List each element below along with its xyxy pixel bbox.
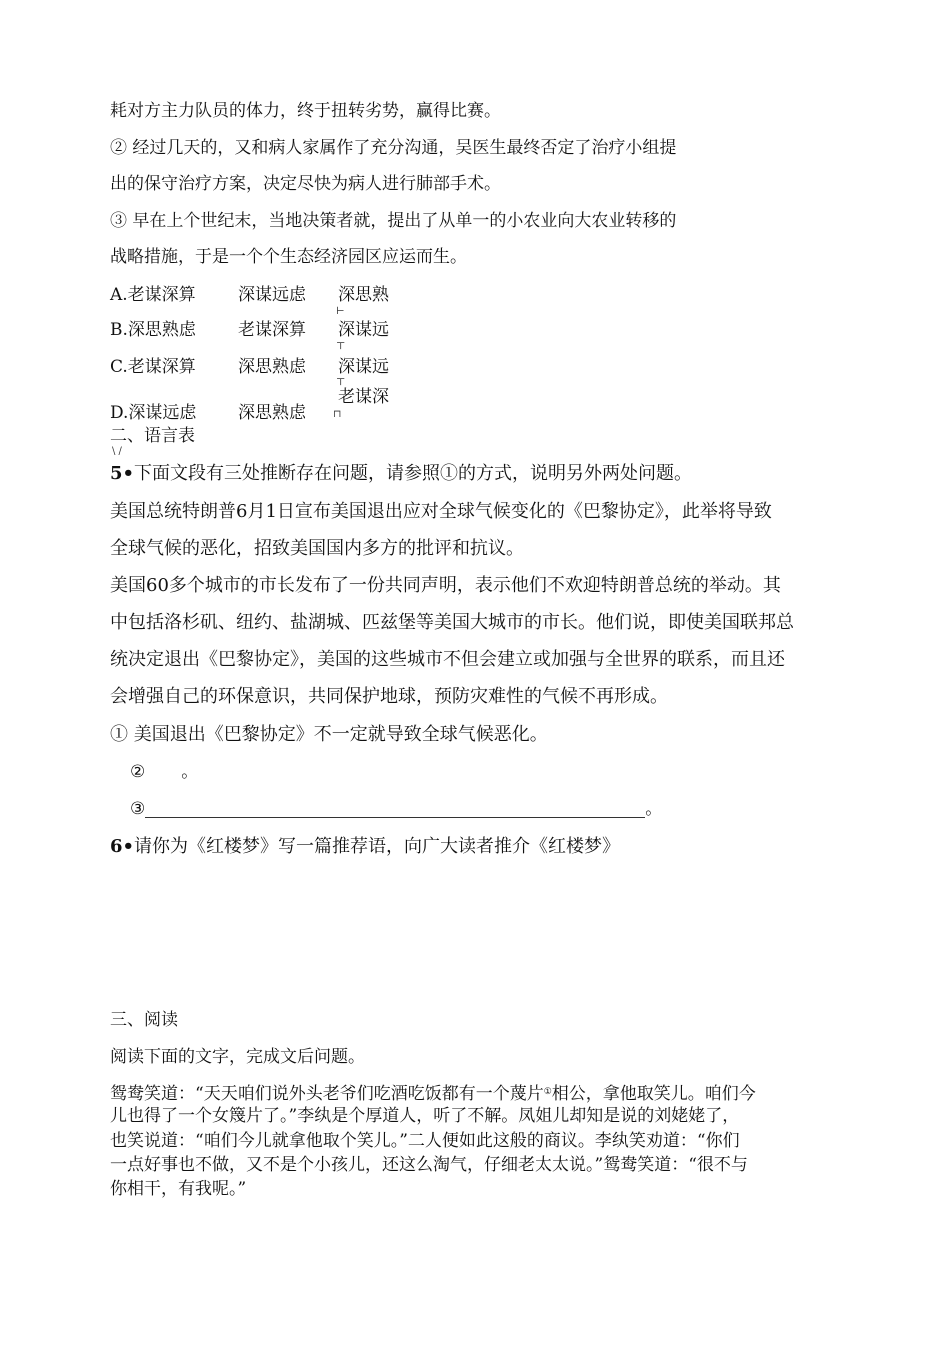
option-b-col3: 深谋远 bbox=[338, 320, 389, 340]
reading-line3: 也笑说道：“咱们今儿就拿他取个笑儿。”二人便如此这般的商议。李纨笑劝道：“你们 bbox=[110, 1131, 740, 1151]
option-d-col1: D.深谋远虑 bbox=[110, 403, 197, 423]
q4-sentence3-line1: ③ 早在上个世纪末，当地决策者就，提出了从单一的小农业向大农业转移的 bbox=[110, 211, 677, 231]
q4-line1: 耗对方主力队员的体力，终于扭转劣势，赢得比赛。 bbox=[110, 101, 501, 121]
q5-para2-line1: 美国60多个城市的市长发布了一份共同声明，表示他们不欢迎特朗普总统的举动。其 bbox=[110, 575, 781, 596]
q5-para2-line3: 统决定退出《巴黎协定》，美国的这些城市不但会建立或加强与全世界的联系，而且还 bbox=[110, 649, 785, 670]
answer2-end: 。 bbox=[181, 762, 199, 782]
q5-number: 5• bbox=[110, 463, 135, 484]
q5-answer1: ① 美国退出《巴黎协定》不一定就导致全球气候恶化。 bbox=[110, 724, 548, 745]
reading-line1-a: 鸳鸯笑道：“天天咱们说外头老爷们吃酒吃饭都有一个蔑片 bbox=[110, 1084, 544, 1104]
q4-sentence3-line2: 战略措施，于是一个个生态经济园区应运而生。 bbox=[110, 247, 467, 267]
clipped-glyph: \ / bbox=[112, 446, 122, 457]
clipped-glyph: ⊤ bbox=[336, 341, 346, 352]
option-a-col1: A.老谋深算 bbox=[110, 285, 196, 305]
reading-line1 bbox=[110, 1081, 756, 1105]
answer3-number: ③ bbox=[130, 799, 146, 819]
q5-prompt bbox=[110, 461, 692, 487]
q5-para1-line1: 美国总统特朗普6月1日宣布美国退出应对全球气候变化的《巴黎协定》，此举将导致 bbox=[110, 501, 772, 522]
option-b-col2: 老谋深算 bbox=[238, 320, 306, 340]
q5-para2-line2: 中包括洛杉矶、纽约、盐湖城、匹兹堡等美国大城市的市长。他们说，即使美国联邦总 bbox=[110, 612, 794, 633]
q5-answer3[interactable] bbox=[130, 797, 662, 821]
reading-line4: 一点好事也不做，又不是个小孩儿，还这么淘气，仔细老太太说。”鸳鸯笑道：“很不与 bbox=[110, 1155, 748, 1175]
clipped-glyph: ⊤ bbox=[336, 377, 346, 388]
footnote-marker: ① bbox=[543, 1087, 552, 1097]
q6-prompt-text: 请你为《红楼梦》写一篇推荐语，向广大读者推介《红楼梦》 bbox=[134, 836, 621, 857]
clipped-glyph: ⊓ bbox=[333, 409, 342, 420]
reading-line5: 你相干，有我呢。” bbox=[110, 1179, 247, 1199]
q6-number: 6• bbox=[110, 836, 135, 857]
section3-heading: 三、阅读 bbox=[110, 1010, 178, 1030]
option-b-col1: B.深思熟虑 bbox=[110, 320, 196, 340]
answer3-blank[interactable] bbox=[145, 799, 645, 818]
q5-para1-line2: 全球气候的恶化，招致美国国内多方的批评和抗议。 bbox=[110, 538, 524, 559]
option-a-col2: 深谋远虑 bbox=[238, 285, 306, 305]
q5-prompt-text: 下面文段有三处推断存在问题，请参照①的方式，说明另外两处问题。 bbox=[134, 463, 693, 484]
option-c-col2: 深思熟虑 bbox=[238, 357, 306, 377]
option-c-col3: 深谋远 bbox=[338, 357, 389, 377]
reading-intro: 阅读下面的文字，完成文后问题。 bbox=[110, 1047, 365, 1067]
q6-prompt bbox=[110, 834, 620, 860]
q4-sentence2-line2: 出的保守治疗方案，决定尽快为病人进行肺部手术。 bbox=[110, 174, 501, 194]
reading-line1-b: 相公，拿他取笑儿。咱们今 bbox=[551, 1084, 756, 1104]
option-a-col3: 深思熟 bbox=[338, 285, 389, 305]
q5-para2-line4: 会增强自己的环保意识，共同保护地球，预防灾难性的气候不再形成。 bbox=[110, 686, 668, 707]
answer2-number: ② bbox=[130, 762, 146, 782]
reading-line2: 儿也得了一个女篾片了。”李纨是个厚道人，听了不解。凤姐儿却知是说的刘姥姥了， bbox=[110, 1106, 740, 1126]
option-d-col2: 深思熟虑 bbox=[238, 403, 306, 423]
q4-sentence2-line1: ② 经过几天的，又和病人家属作了充分沟通，吴医生最终否定了治疗小组提 bbox=[110, 138, 677, 158]
section2-heading: 二、语言表 bbox=[110, 426, 195, 446]
q5-answer2 bbox=[130, 760, 198, 784]
option-d-col3: 老谋深 bbox=[338, 387, 389, 407]
option-c-col1: C.老谋深算 bbox=[110, 357, 196, 377]
clipped-glyph: ⊢ bbox=[336, 306, 345, 317]
answer3-end: 。 bbox=[645, 799, 663, 819]
